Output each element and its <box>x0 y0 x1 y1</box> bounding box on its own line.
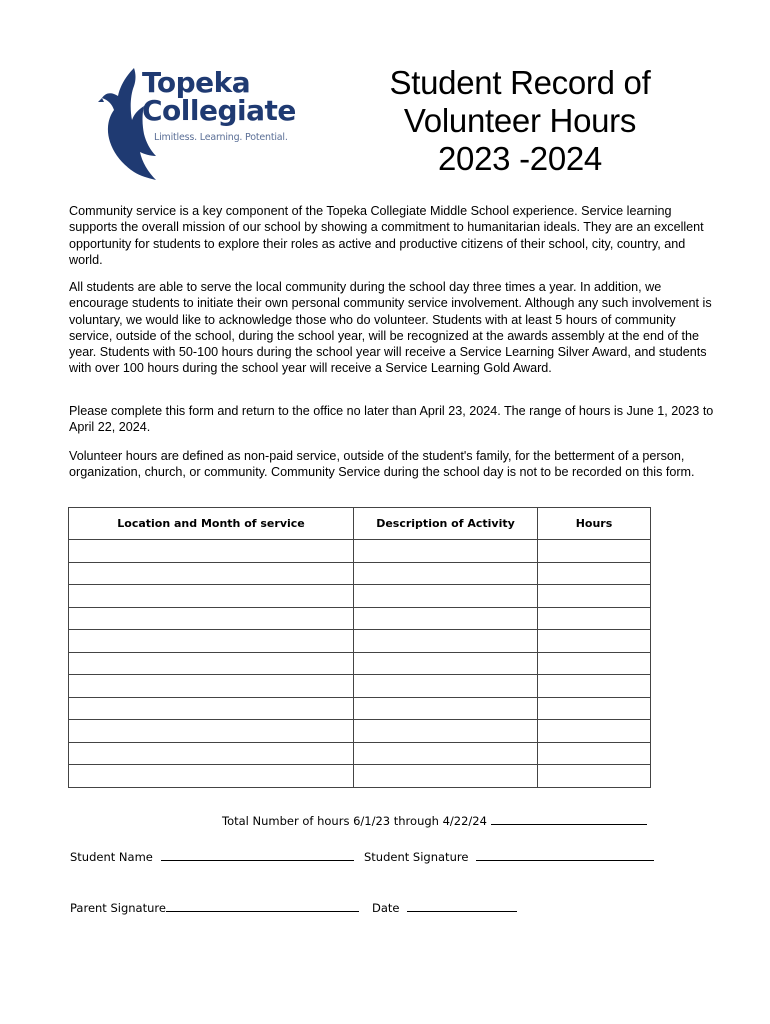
logo-name-line1: Topeka <box>142 66 251 99</box>
table-row <box>69 742 651 765</box>
hours-cell[interactable] <box>538 697 651 720</box>
description-cell[interactable] <box>354 720 538 743</box>
title-line2: Volunteer Hours <box>403 102 637 139</box>
table-row <box>69 562 651 585</box>
deadline-paragraph: Please complete this form and return to the office no later than April 23, 2024. The range of hours is June 1, 2023 to April 22, 2024. <box>69 404 714 435</box>
hours-cell[interactable] <box>538 720 651 743</box>
total-hours-label: Total Number of hours 6/1/23 through 4/22/24 <box>222 814 487 828</box>
parent-signature-field[interactable] <box>166 899 359 912</box>
description-cell[interactable] <box>354 765 538 788</box>
description-cell[interactable] <box>354 742 538 765</box>
date-field[interactable] <box>407 899 517 912</box>
parent-signature-label: Parent Signature <box>70 901 166 915</box>
recognition-paragraph: All students are able to serve the local community during the school day three times a year. In addition, we encourage students to initiate their own personal community service involvement. Although any such involvement is voluntary, we would like to acknowledge those who do volunteer. Students with at least 5 hours of community service, outside of the school, during the school year, will be recognized at the awards assembly at the end of the year. Students with 50-100 hours during the school year will receive a Service Learning Silver Award, and students with over 100 hours during the school year will receive a Service Learning Gold Award. <box>69 280 712 376</box>
table-header-row <box>69 508 651 540</box>
description-cell[interactable] <box>354 697 538 720</box>
school-logo <box>98 62 310 186</box>
column-header-hours: Hours <box>538 508 651 540</box>
student-name-label: Student Name <box>70 850 153 864</box>
logo-tagline: Limitless. Learning. Potential. <box>154 132 288 143</box>
hours-cell[interactable] <box>538 607 651 630</box>
student-signature-label: Student Signature <box>364 850 469 864</box>
hours-cell[interactable] <box>538 765 651 788</box>
parent-signature-line <box>70 899 359 915</box>
column-header-description: Description of Activity <box>354 508 538 540</box>
date-line <box>372 899 517 915</box>
description-cell[interactable] <box>354 562 538 585</box>
location-cell[interactable] <box>69 765 354 788</box>
page-title <box>360 64 680 178</box>
volunteer-hours-table <box>68 507 651 788</box>
table-row <box>69 765 651 788</box>
logo-name-line2: Collegiate <box>142 94 296 127</box>
student-name-field[interactable] <box>161 848 354 861</box>
description-cell[interactable] <box>354 540 538 563</box>
table-row <box>69 675 651 698</box>
table-row <box>69 720 651 743</box>
location-cell[interactable] <box>69 697 354 720</box>
hours-cell[interactable] <box>538 562 651 585</box>
description-cell[interactable] <box>354 607 538 630</box>
description-cell[interactable] <box>354 675 538 698</box>
hours-cell[interactable] <box>538 652 651 675</box>
location-cell[interactable] <box>69 630 354 653</box>
description-cell[interactable] <box>354 630 538 653</box>
description-cell[interactable] <box>354 585 538 608</box>
location-cell[interactable] <box>69 540 354 563</box>
table-row <box>69 697 651 720</box>
table-row <box>69 540 651 563</box>
title-line1: Student Record of <box>389 64 651 101</box>
student-signature-field[interactable] <box>476 848 654 861</box>
definition-paragraph: Volunteer hours are defined as non-paid service, outside of the student's family, for the betterment of a person, organization, church, or community. Community Service during the school day is not to be recorded on this form. <box>69 449 695 480</box>
location-cell[interactable] <box>69 675 354 698</box>
location-cell[interactable] <box>69 720 354 743</box>
location-cell[interactable] <box>69 652 354 675</box>
total-hours-field[interactable] <box>491 812 647 825</box>
table-row <box>69 607 651 630</box>
table-row <box>69 630 651 653</box>
total-hours-line <box>222 812 647 828</box>
description-cell[interactable] <box>354 652 538 675</box>
table-row <box>69 585 651 608</box>
date-label: Date <box>372 901 400 915</box>
column-header-location: Location and Month of service <box>69 508 354 540</box>
location-cell[interactable] <box>69 562 354 585</box>
hours-cell[interactable] <box>538 630 651 653</box>
title-line3: 2023 -2024 <box>438 140 602 177</box>
location-cell[interactable] <box>69 742 354 765</box>
hours-cell[interactable] <box>538 585 651 608</box>
student-name-line <box>70 848 354 864</box>
location-cell[interactable] <box>69 585 354 608</box>
location-cell[interactable] <box>69 607 354 630</box>
student-signature-line <box>364 848 654 864</box>
hours-cell[interactable] <box>538 675 651 698</box>
hours-cell[interactable] <box>538 540 651 563</box>
intro-paragraph: Community service is a key component of the Topeka Collegiate Middle School experience. Service learning supports the overall mission of our school by showing a commitment to humanitarian ideals. They are an excellent opportunity for students to explore their roles as active and productive citizens of their school, city, country, and world. <box>69 204 704 267</box>
hours-cell[interactable] <box>538 742 651 765</box>
table-row <box>69 652 651 675</box>
